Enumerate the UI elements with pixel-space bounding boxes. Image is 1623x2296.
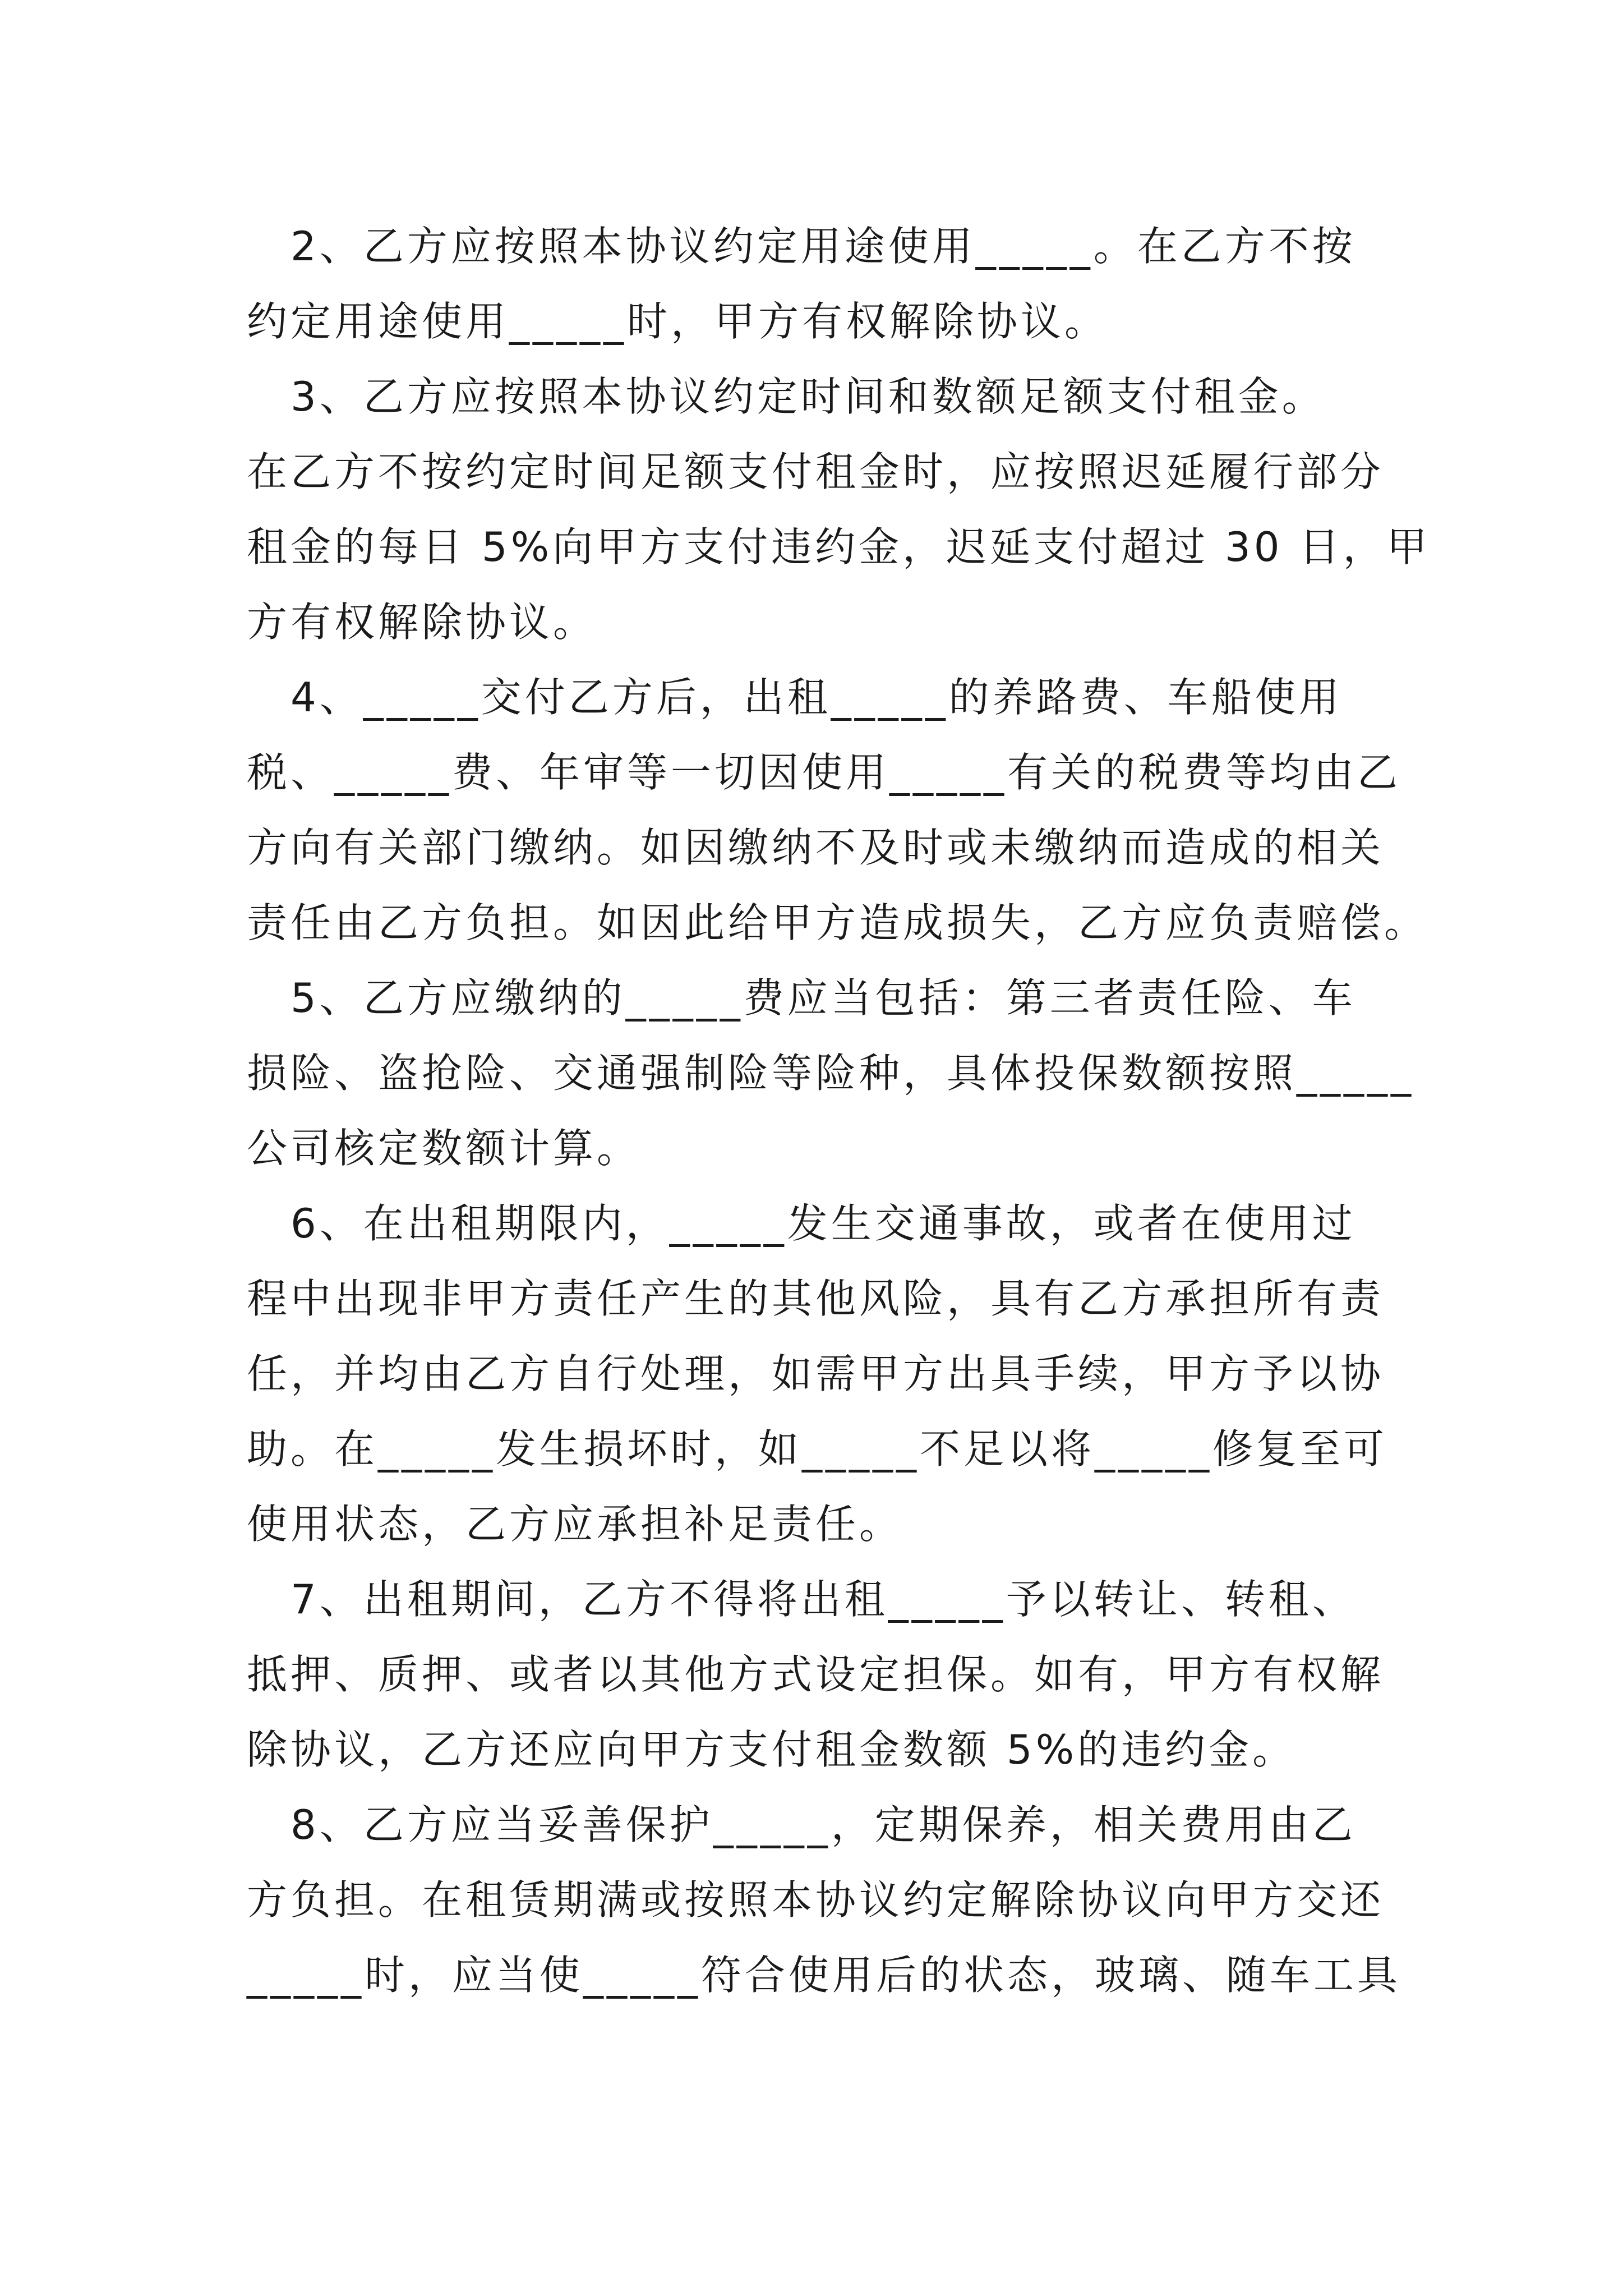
text-line: 方向有关部门缴纳。如因缴纳不及时或未缴纳而造成的相关: [247, 824, 1385, 871]
text-line: 7、出租期间，乙方不得将出租_____予以转让、转租、: [247, 1576, 1356, 1623]
text-line: 4、_____交付乙方后，出租_____的养路费、车船使用: [247, 674, 1343, 721]
text-line: _____时，应当使_____符合使用后的状态，玻璃、随车工具: [247, 1952, 1401, 1999]
text-line: 方有权解除协议。: [247, 599, 597, 646]
text-line: 租金的每日 5%向甲方支付违约金，迟延支付超过 30 日，甲: [247, 523, 1431, 570]
text-line: 5、乙方应缴纳的_____费应当包括：第三者责任险、车: [247, 974, 1356, 1022]
text-line: 损险、盗抢险、交通强制险等险种，具体投保数额按照_____: [247, 1050, 1415, 1097]
text-line: 抵押、质押、或者以其他方式设定担保。如有，甲方有权解: [247, 1651, 1385, 1698]
text-line: 在乙方不按约定时间足额支付租金时，应按照迟延履行部分: [247, 448, 1385, 495]
text-line: 公司核定数额计算。: [247, 1125, 641, 1172]
text-line: 6、在出租期限内，_____发生交通事故，或者在使用过: [247, 1200, 1356, 1247]
text-line: 方负担。在租赁期满或按照本协议约定解除协议向甲方交还: [247, 1876, 1385, 1924]
text-line: 任，并均由乙方自行处理，如需甲方出具手续，甲方予以协: [247, 1350, 1385, 1397]
text-line: 约定用途使用_____时，甲方有权解除协议。: [247, 298, 1109, 345]
text-line: 税、_____费、年审等一切因使用_____有关的税费等均由乙: [247, 749, 1401, 796]
text-line: 使用状态，乙方应承担补足责任。: [247, 1501, 903, 1548]
text-line: 程中出现非甲方责任产生的其他风险，具有乙方承担所有责: [247, 1275, 1385, 1322]
text-line: 2、乙方应按照本协议约定用途使用_____。在乙方不按: [247, 223, 1356, 270]
text-line: 除协议，乙方还应向甲方支付租金数额 5%的违约金。: [247, 1726, 1297, 1773]
text-line: 8、乙方应当妥善保护_____，定期保养，相关费用由乙: [247, 1801, 1356, 1848]
text-line: 责任由乙方负担。如因此给甲方造成损失，乙方应负责赔偿。: [247, 899, 1428, 946]
contract-text: [247, 209, 1431, 2013]
text-line: 3、乙方应按照本协议约定时间和数额足额支付租金。: [247, 373, 1326, 420]
text-line: 助。在_____发生损坏时，如_____不足以将_____修复至可: [247, 1425, 1388, 1473]
